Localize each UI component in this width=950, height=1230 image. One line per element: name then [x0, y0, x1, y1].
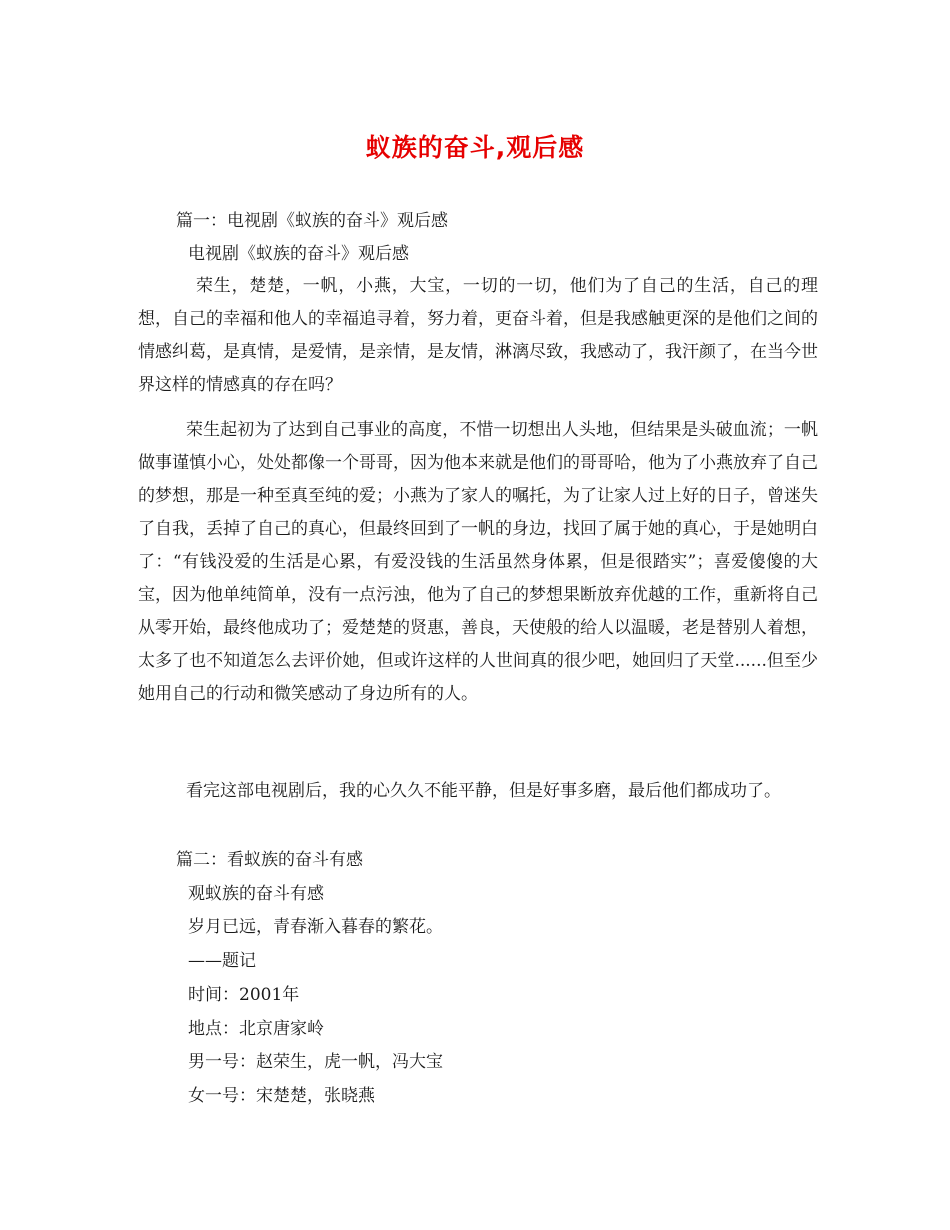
- epigraph-line: 岁月已远，青春渐入暮春的繁花。: [188, 917, 443, 937]
- part1-subheading: 电视剧《蚁族的奋斗》观后感: [188, 244, 409, 264]
- female-leads-line: 女一号：宋楚楚，张晓燕: [188, 1086, 375, 1106]
- part1-heading: 篇一：电视剧《蚁族的奋斗》观后感: [176, 211, 448, 231]
- part2-heading: 篇二：看蚁族的奋斗有感: [176, 850, 363, 870]
- epigraph-attribution: ——题记: [188, 951, 256, 971]
- part1-paragraph-2: 荣生起初为了达到自己事业的高度，不惜一切想出人头地，但结果是头破血流；一帆做事谨慎小心，处处都像一个哥哥，因为他本来就是他们的哥哥哈，他为了小燕放弃了自己的梦想，那是一种至真至纯的爱；小燕为了家人的嘱托，为了让家人过上好的日子，曾迷失了自我，丢掉了自己的真心，但最终回到了一帆的身边，找回了属于她的真心，于是她明白了：“有钱没爱的生活是心累，有爱没钱的生活虽然身体累，但是很踏实”；喜爱傻傻的大宝，因为他单纯简单，没有一点污浊，他为了自己的梦想果断放弃优越的工作，重新将自己从零开始，最终他成功了；爱楚楚的贤惠，善良，天使般的给人以温暖，老是替别人着想，太多了也不知道怎么去评价她，但或许这样的人世间真的很少吧，她回归了天堂......但至少她用自己的行动和微笑感动了身边所有的人。: [138, 420, 818, 704]
- place-line: 地点：北京唐家岭: [188, 1019, 324, 1039]
- time-line: 时间：2001年: [188, 985, 300, 1005]
- part1-paragraph-3: 看完这部电视剧后，我的心久久不能平静，但是好事多磨，最后他们都成功了。: [186, 781, 781, 801]
- document-title: 蚁族的奋斗,观后感: [365, 133, 585, 162]
- part2-subheading: 观蚁族的奋斗有感: [188, 884, 324, 904]
- male-leads-line: 男一号：赵荣生，虎一帆，冯大宝: [188, 1052, 443, 1072]
- part1-paragraph-1: 荣生，楚楚，一帆，小燕，大宝，一切的一切，他们为了自己的生活，自己的理想，自己的幸福和他人的幸福追寻着，努力着，更奋斗着，但是我感触更深的是他们之间的情感纠葛，是真情，是爱情，是亲情，是友情，淋漓尽致，我感动了，我汗颜了，在当今世界这样的情感真的存在吗？: [138, 276, 818, 395]
